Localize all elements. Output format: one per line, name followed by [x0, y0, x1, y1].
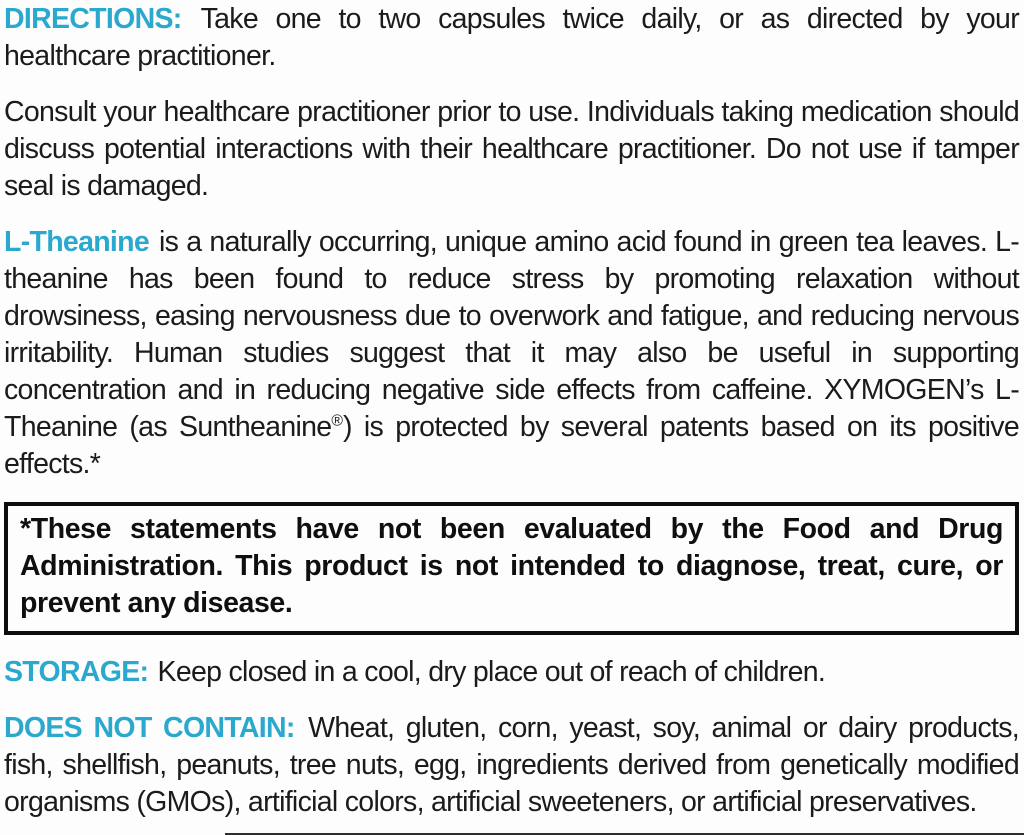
directions-heading: DIRECTIONS:: [4, 3, 182, 35]
directions-body: Take one to two capsules twice daily, or as directed by your healthcare practitioner.: [4, 3, 1019, 72]
product-name-heading: L-Theanine: [4, 226, 150, 258]
description-body-before-reg: is a naturally occurring, unique amino acid found in green tea leaves. L-theanine has been found to reduce stress by promoting relaxation without drowsiness, easing nervousness due to overwork and fatigue, and reducing nervous irritability. Human studies suggest that it may also be useful in supporting concentration and in reducing negative side effects from caffeine. XYMOGEN’s L-Theanine (as Suntheanine: [4, 226, 1020, 443]
storage-paragraph: [4, 654, 1019, 691]
directions-paragraph: [4, 1, 1019, 75]
registered-trademark-symbol: ®: [331, 412, 343, 430]
fda-disclaimer-text: *These statements have not been evaluated by the Food and Drug Administration. This product is not intended to diagnose, treat, cure, or prevent any disease.: [20, 513, 1003, 619]
consult-body: Consult your healthcare practitioner prior to use. Individuals taking medication should discuss potential interactions with their healthcare practitioner. Do not use if tamper seal is damaged.: [4, 96, 1019, 202]
product-description-paragraph: [4, 224, 1019, 483]
storage-heading: STORAGE:: [4, 656, 149, 688]
description-body-after-reg: ) is protected by several patents based on its positive effects.*: [4, 411, 1019, 480]
does-not-contain-body: Wheat, gluten, corn, yeast, soy, animal or dairy products, fish, shellfish, peanuts, tree nuts, egg, ingredients derived from genetically modified organisms (GMOs), artificial colors, artificial sweeteners, or artificial preservatives.: [4, 712, 1019, 818]
does-not-contain-paragraph: [4, 710, 1019, 821]
consult-paragraph: [4, 94, 1019, 205]
fda-disclaimer-box: [4, 502, 1019, 635]
storage-body: Keep closed in a cool, dry place out of reach of children.: [157, 656, 826, 688]
does-not-contain-heading: DOES NOT CONTAIN:: [4, 712, 295, 744]
